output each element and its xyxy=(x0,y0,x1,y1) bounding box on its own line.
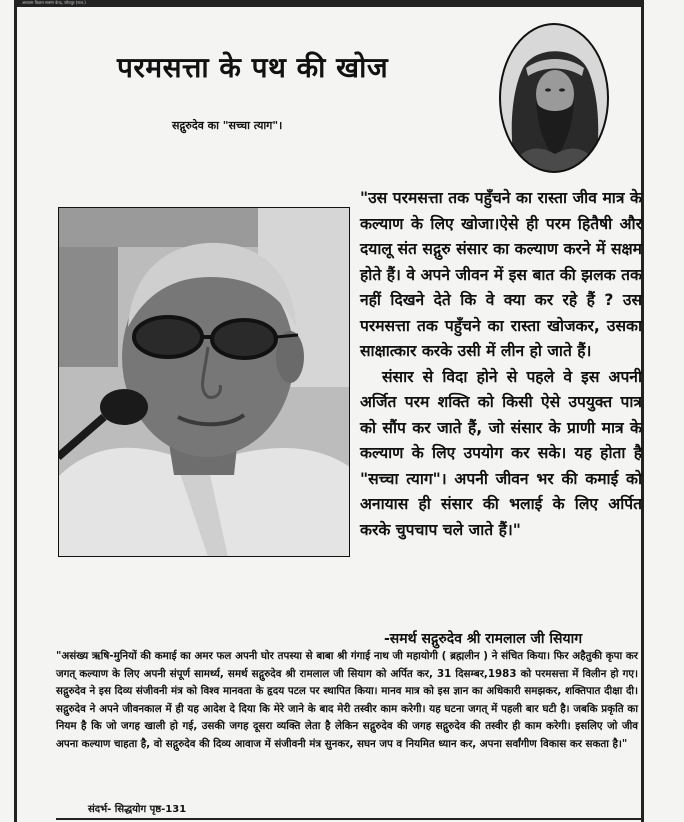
quote-block xyxy=(360,186,642,543)
quote-attribution: -समर्थ सद्गुरुदेव श्री रामलाल जी सियाग xyxy=(384,631,583,647)
article-subtitle: सद्गुरुदेव का "सच्चा त्याग"। xyxy=(172,119,283,132)
guru-portrait-image xyxy=(498,22,610,174)
reference-text: "असंख्य ऋषि-मुनियों की कमाई का अमर फल अपनी घोर तपस्या से बाबा श्री गंगाई नाथ जी महायोगी ( ब्रह्मलीन ) ने संचित किया। फिर अहैतुकी कृपा कर जगत् कल्याण के लिए अपनी संपूर्ण सामर्थ्य, समर्थ सद्गुरुदेव श्री रामलाल जी सियाग को अर्पित कर, 31 दिसम्बर,1983 को परमसत्ता में विलीन हो गए। सद्गुरुदेव ने इस दिव्य संजीवनी मंत्र को विश्व मानवता के हृदय पटल पर स्थापित किया। मानव मात्र को इस ज्ञान का अधिकारी समझकर, शक्तिपात दीक्षा दी। सद्गुरुदेव ने अपने जीवनकाल में ही यह आदेश दे दिया कि मेरे जाने के बाद मेरी तस्वीर काम करेगी। यह घटना जगत् में पहली बार घटी है। जबकि प्रकृति का नियम है कि जो जगह खाली हो गई, उसकी जगह दूसरा व्यक्ति लेता है लेकिन सद्गुरुदेव की जगह सद्गुरुदेव की तस्वीर ही काम करेगी। इसलिए जो जीव अपना कल्याण चाहता है, वो सद्गुरुदेव की दिव्य आवाज में संजीवनी मंत्र सुनकर, सघन जप व नियमित ध्यान कर, अपना सर्वांगीण विकास कर सकता है।" xyxy=(56,650,638,750)
top-strip-text: अध्यात्म विज्ञान सत्संग केन्द्र, जोधपुर (राज.) xyxy=(22,0,86,5)
reference-paragraph xyxy=(56,648,638,754)
article-title: परमसत्ता के पथ की खोज xyxy=(117,51,389,84)
left-border xyxy=(14,0,17,822)
bottom-divider xyxy=(56,818,642,820)
quote-paragraph-1: "उस परमसत्ता तक पहुँचने का रास्ता जीव मात्र के कल्याण के लिए खोजा।ऐसे ही परम हितैषी और दयालू संत सद्गुरु संसार का कल्याण करने में सक्षम होते हैं। वे अपने जीवन में इस बात की झलक तक नहीं दिखने देते कि वे क्या कर रहे हैं ? उस परमसत्ता तक पहुँचने का रास्ता खोजकर, उसका साक्षात्कार करके उसी में लीन हो जाते हैं। xyxy=(360,189,642,360)
quote-paragraph-2: संसार से विदा होने से पहले वे इस अपनी अर्जित परम शक्ति को किसी ऐसे उपयुक्त पात्र को सौंप कर जाते हैं, जो संसार के प्राणी मात्र के कल्याण के लिए उपयोग कर सके। यह होता है "सच्चा त्याग"। अपनी जीवन भर की कमाई को अनायास ही संसार की भलाई के लिए अर्पित करके चुपचाप चले जाते हैं।" xyxy=(360,367,642,539)
top-border-strip xyxy=(14,0,644,7)
reference-source: संदर्भ- सिद्धयोग पृष्ठ-131 xyxy=(88,804,187,815)
speaker-photo-image xyxy=(58,207,350,557)
